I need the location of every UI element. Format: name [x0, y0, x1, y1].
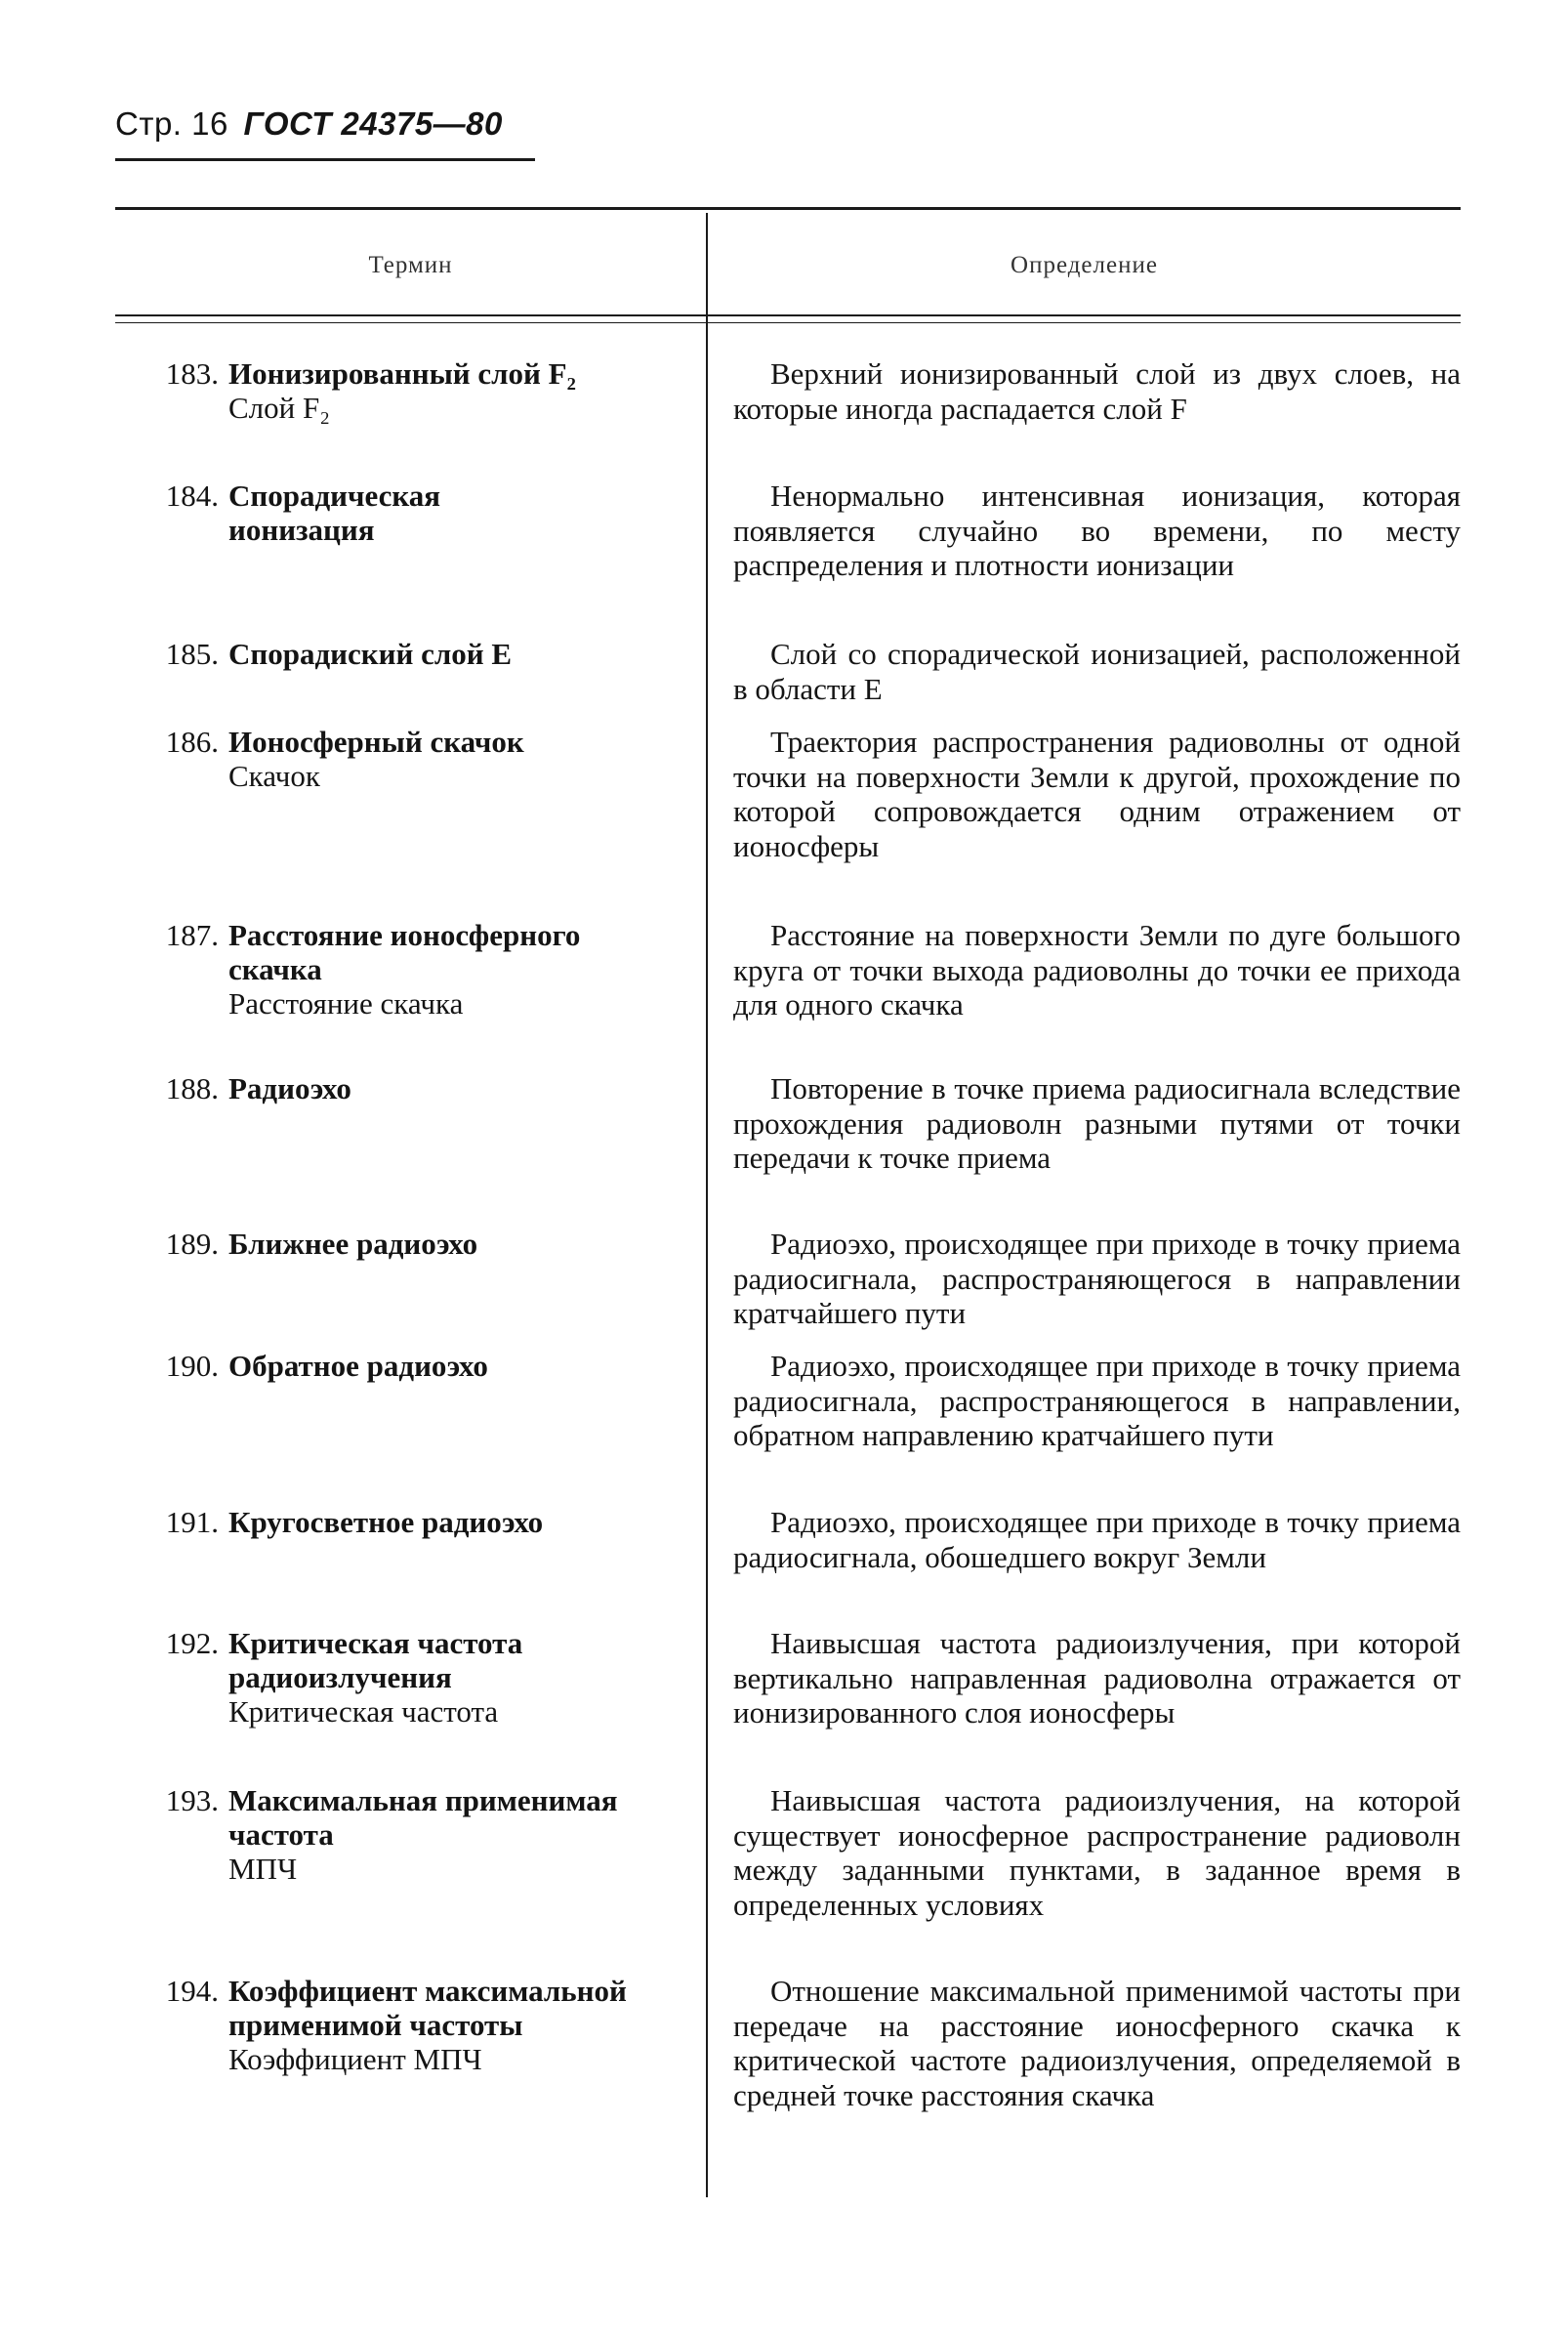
term-cell: [125, 1505, 681, 1539]
term-name: Расстояние ионосферного скачка: [228, 918, 581, 986]
term-cell: [125, 1071, 681, 1105]
term-cell: [125, 918, 584, 1021]
term-number: 190.: [165, 1349, 219, 1383]
term-definition: Расстояние на поверхности Земли по дуге большого круга от точки выхода радиоволны до точки ее прихода для одного скачка: [733, 918, 1461, 1021]
term-cell: [125, 1227, 681, 1261]
term-name: Спорадиский слой Е: [228, 637, 513, 671]
header-underline: [115, 158, 535, 161]
table-top-rule: [115, 207, 1461, 210]
term-number: 192.: [165, 1626, 219, 1660]
term-alias: Расстояние скачка: [228, 986, 464, 1021]
term-number: 187.: [165, 918, 219, 952]
term-definition: Верхний ионизированный слой из двух слоев, на которые иногда распадается слой F: [733, 356, 1461, 426]
term-definition: Наивысшая частота радиоизлучения, на которой существует ионосферное распространение радиоволн между заданными пунктами, в заданное время в определенных условиях: [733, 1783, 1461, 1922]
term-number: 189.: [165, 1227, 219, 1261]
term-number: 194.: [165, 1974, 219, 2008]
term-cell: [125, 1349, 681, 1383]
term-name: Критическая частота радиоизлучения: [228, 1626, 523, 1694]
term-cell: [125, 725, 681, 793]
column-header-term: Термин: [368, 252, 453, 278]
term-name: Кругосветное радиоэхо: [228, 1505, 544, 1539]
term-cell: [125, 637, 681, 671]
term-name: Ионосферный скачок: [228, 725, 524, 759]
table-header-rule: [115, 314, 1461, 316]
term-definition: Повторение в точке приема радиосигнала вследствие прохождения радиоволн разными путями от точки передачи к точке приема: [733, 1071, 1461, 1175]
term-number: 191.: [165, 1505, 219, 1539]
term-cell: [125, 1974, 672, 2076]
term-name: Радиоэхо: [228, 1071, 351, 1105]
term-definition: Траектория распространения радиоволны от одной точки на поверхности Земли к другой, прохождение по которой сопровождается одним отражением от ионосферы: [733, 725, 1461, 863]
term-name: Коэффициент максимальной применимой частоты: [228, 1974, 627, 2042]
term-definition: Радиоэхо, происходящее при приходе в точку приема радиосигнала, распространяющегося в направлении, обратном направлению кратчайшего пути: [733, 1349, 1461, 1452]
term-number: 193.: [165, 1783, 219, 1817]
term-definition: Радиоэхо, происходящее при приходе в точку приема радиосигнала, распространяющегося в направлении кратчайшего пути: [733, 1227, 1461, 1330]
term-number: 188.: [165, 1071, 219, 1105]
term-number: 183.: [165, 356, 219, 391]
term-definition: Отношение максимальной применимой частоты при передаче на расстояние ионосферного скачка к критической частоте радиоизлучения, определяемой в средней точке расстояния скачка: [733, 1974, 1461, 2112]
term-definition: Слой со спорадической ионизацией, расположенной в области Е: [733, 637, 1461, 706]
column-header-definition: Определение: [1011, 252, 1158, 278]
term-name: Ближнее радиоэхо: [228, 1227, 478, 1261]
term-definition: Наивысшая частота радиоизлучения, при которой вертикально направленная радиоволна отражается от ионизированного слоя ионосферы: [733, 1626, 1461, 1730]
term-cell: [125, 356, 681, 425]
table-header-rule-thin: [115, 322, 1461, 323]
term-name: Спорадическая ионизация: [228, 479, 441, 547]
term-cell: [125, 1626, 594, 1729]
term-alias: Слой F₂: [228, 391, 331, 425]
term-number: 185.: [165, 637, 219, 671]
term-definition: Ненормально интенсивная ионизация, которая появляется случайно во времени, по месту распределения и плотности ионизации: [733, 479, 1461, 582]
term-name: Обратное радиоэхо: [228, 1349, 488, 1383]
term-number: 184.: [165, 479, 219, 513]
term-name: Ионизированный слой F₂: [228, 356, 576, 391]
term-alias: МПЧ: [228, 1852, 298, 1886]
column-divider: [706, 213, 708, 2197]
page-number: Стр. 16: [115, 105, 228, 142]
term-alias: Критическая частота: [228, 1694, 499, 1729]
term-number: 186.: [165, 725, 219, 759]
term-alias: Скачок: [228, 759, 320, 793]
standard-designation: ГОСТ 24375—80: [243, 105, 503, 142]
term-cell: [125, 479, 535, 547]
term-definition: Радиоэхо, происходящее при приходе в точку приема радиосигнала, обошедшего вокруг Земли: [733, 1505, 1461, 1574]
term-name: Максимальная применимая частота: [228, 1783, 618, 1852]
term-cell: [125, 1783, 701, 1886]
term-alias: Коэффициент МПЧ: [228, 2042, 482, 2076]
page-header: [115, 105, 503, 143]
